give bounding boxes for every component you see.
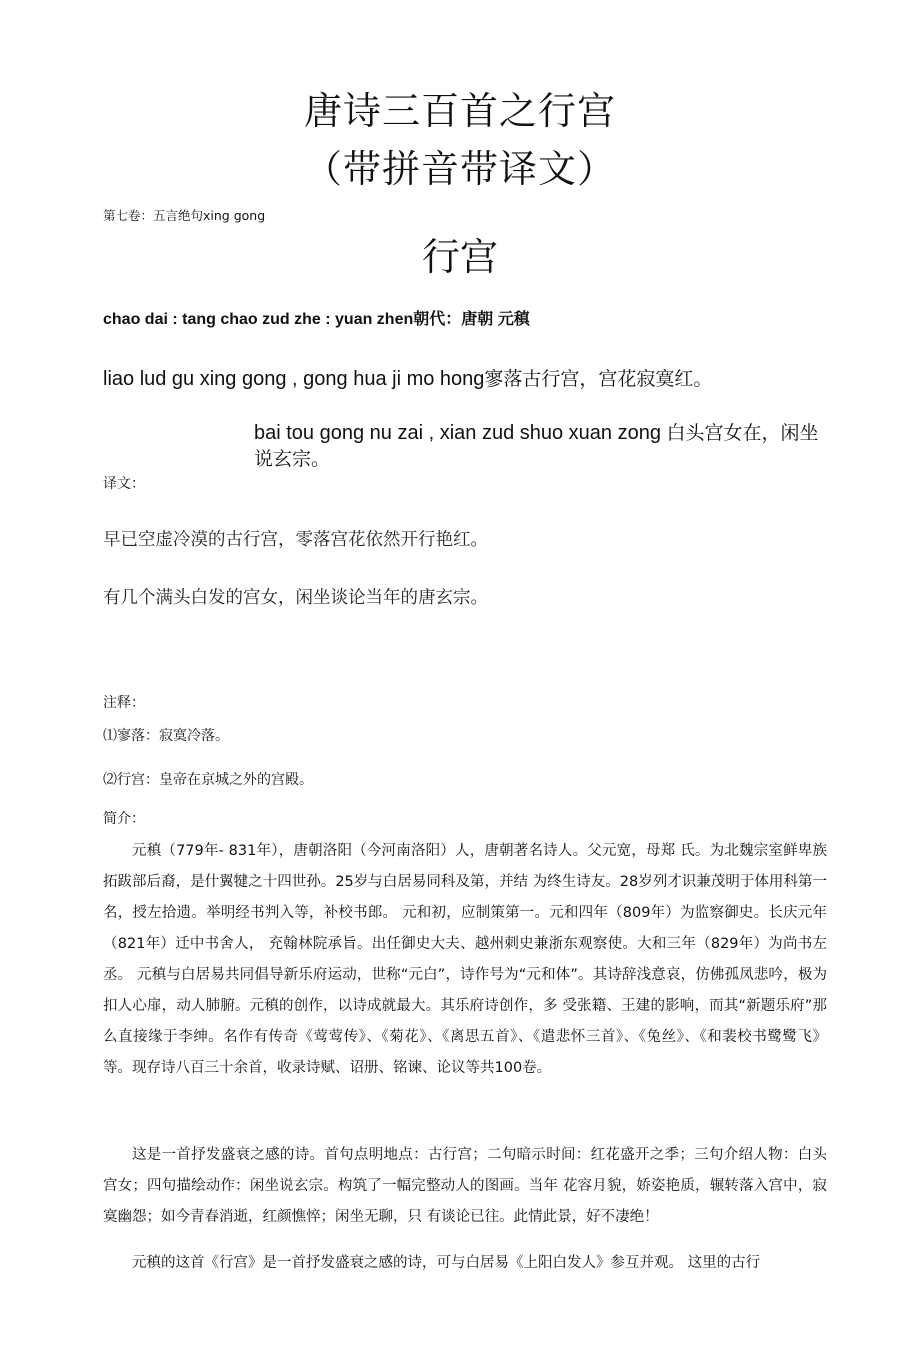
poem-title: 行宫 <box>421 235 498 279</box>
notes-label: 注释： <box>103 695 145 711</box>
intro-label: 简介： <box>103 811 145 827</box>
note-2: ⑵行宫：皇帝在京城之外的宫殿。 <box>103 772 313 788</box>
poem-line-1-pinyin: liao lud gu xing gong , gong hua ji mo hong <box>103 368 485 390</box>
poem-line-2-chinese: 白头宫女在，闲坐说玄宗。 <box>254 422 819 470</box>
poem-line-1-chinese: 寥落古行宫，宫花寂寞红。 <box>484 368 713 390</box>
last-paragraph: 元稹的这首《行宫》是一首抒发盛衰之感的诗，可与白居易《上阳白发人》参互并观。 这里的古行 <box>132 1255 761 1271</box>
translation-label: 译文： <box>103 476 145 492</box>
poem-line-2 <box>254 420 824 472</box>
translation-line-1: 早已空虚冷漠的古行宫，零落宫花依然开行艳红。 <box>103 530 488 550</box>
intro-paragraph: 元稹（779年- 831年），唐朝洛阳（今河南洛阳）人，唐朝著名诗人。父元宽，母郑 氏。为北魏宗室鲜卑族拓跋部后裔，是什翼犍之十四世孙。25岁与白居易同科及第，并结 为终生诗友。28岁列才识兼茂明于体用科第一名，授左拾遗。举明经书判入等，补校书郎。 元和初，应制策第一。元和四年（809年）为监察御史。长庆元年（821年）迁中书舍人， 充翰林院承旨。出任御史大夫、越州刺史兼浙东观察使。大和三年（829年）为尚书左丞。 元稹与白居易共同倡导新乐府运动，世称“元白”，诗作号为“元和体”。其诗辞浅意哀，仿佛孤凤悲吟，极为扣人心扉，动人肺腑。元稹的创作，以诗成就最大。其乐府诗创作，多 受张籍、王建的影响，而其“新题乐府”那么直接缘于李绅。名作有传奇《莺莺传》、《菊花》、《离思五首》、《遣悲怀三首》、《兔丝》、《和裴校书鹭鹭飞》等。现存诗八百三十余首，收录诗赋、诏册、铭谏、论议等共100卷。 <box>103 843 827 1076</box>
volume-label: 第七卷：五言绝句xing gong <box>103 208 266 223</box>
author-line: chao dai : tang chao zud zhe : yuan zhen朝代：唐朝 元稹 <box>103 311 530 328</box>
document-title: 唐诗三百首之行宫 <box>303 89 616 133</box>
note-1: ⑴寥落：寂寞冷落。 <box>103 728 229 744</box>
document-subtitle: （带拼音带译文） <box>303 147 616 191</box>
analysis-paragraph: 这是一首抒发盛衰之感的诗。首句点明地点：古行宫；二句暗示时间：红花盛开之季；三句介绍人物：白头宫女；四句描绘动作：闲坐说玄宗。构筑了一幅完整动人的图画。当年 花容月貌，娇姿艳质，辗转落入宫中，寂寞幽怨；如今青春消逝，红颜憔悴；闲坐无聊，只 有谈论已往。此情此景，好不凄绝！ <box>103 1147 827 1225</box>
poem-line-1 <box>103 364 712 391</box>
poem-line-2-pinyin: bai tou gong nu zai , xian zud shuo xuan zong <box>254 422 661 444</box>
translation-line-2: 有几个满头白发的宫女，闲坐谈论当年的唐玄宗。 <box>103 588 488 608</box>
